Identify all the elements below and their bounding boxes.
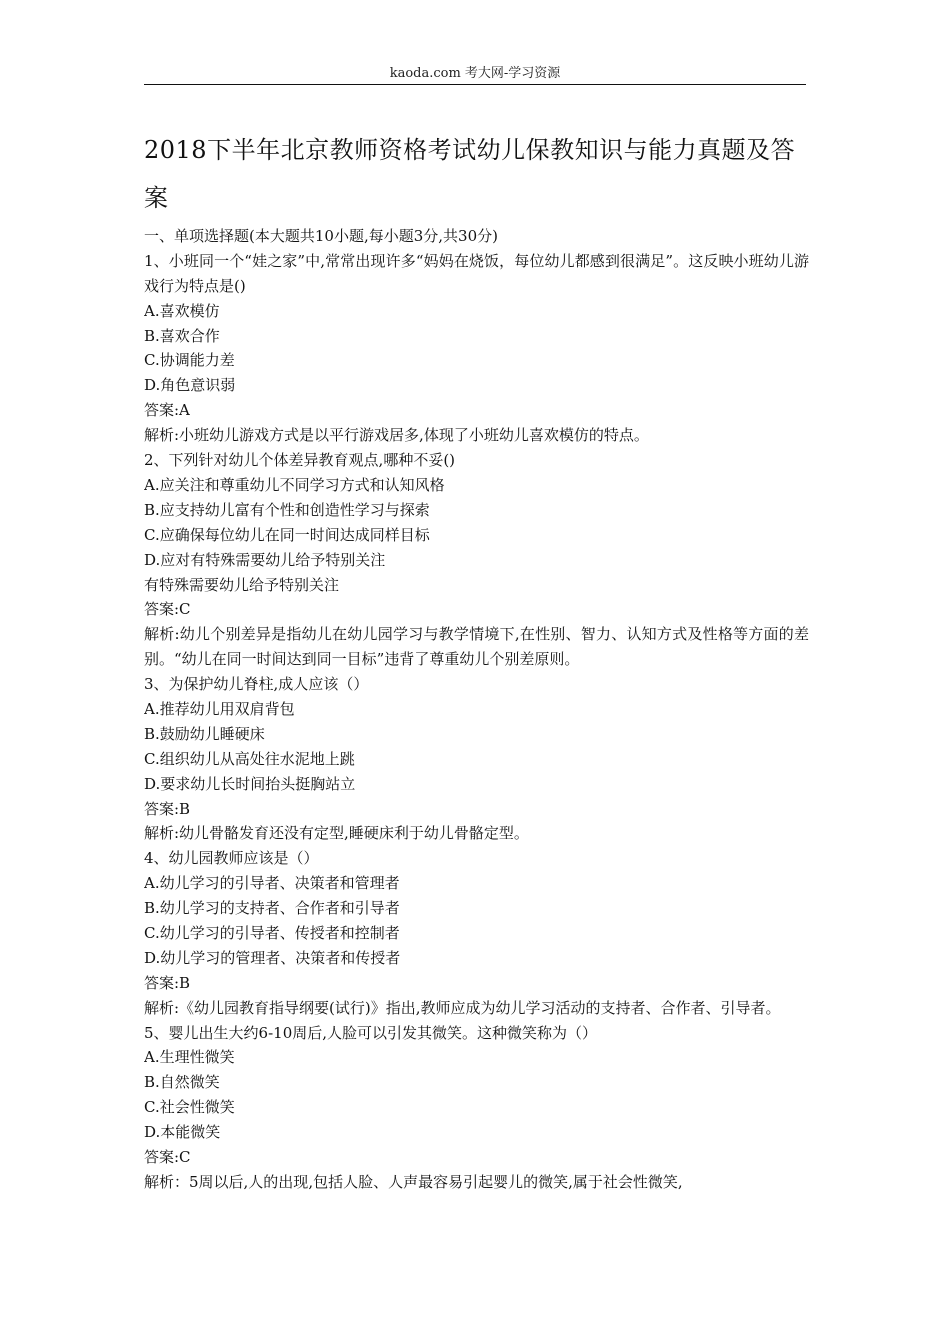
option-d: D.角色意识弱: [144, 376, 236, 395]
answer: 答案:C: [144, 1148, 191, 1167]
option-b: B.喜欢合作: [144, 326, 220, 345]
option-d: D.幼儿学习的管理者、决策者和传授者: [144, 948, 401, 967]
question-stem: 4、幼儿园教师应该是（）: [144, 849, 319, 868]
question-stem: 1、小班同一个“娃之家”中,常常出现许多“妈妈在烧饭，每位幼儿都感到很满足”。这反映小班幼儿游戏行为特点是(): [144, 251, 809, 295]
option-b: B.自然微笑: [144, 1073, 220, 1092]
page-header: kaoda.com 考大网-学习资源: [389, 66, 561, 81]
option-a: A.喜欢模仿: [144, 301, 220, 320]
question-stem: 3、为保护幼儿脊柱,成人应该（）: [144, 675, 369, 694]
answer: 答案:B: [144, 799, 191, 818]
extra-line: 有特殊需要幼儿给予特别关注: [144, 575, 340, 594]
option-d: D.应对有特殊需要幼儿给予特别关注: [144, 550, 386, 569]
option-c: C.应确保每位幼儿在同一时间达成同样目标: [144, 525, 430, 544]
answer: 答案:A: [144, 401, 190, 420]
section-heading: 一、单项选择题(本大题共10小题,每小题3分,共30分): [144, 227, 498, 245]
option-c: C.协调能力差: [144, 351, 235, 370]
question-stem: 2、下列针对幼儿个体差异教育观点,哪种不妥(): [144, 451, 456, 470]
option-a: A.推荐幼儿用双肩背包: [144, 700, 295, 718]
answer: 答案:B: [144, 973, 191, 992]
option-a: A.应关注和尊重幼儿不同学习方式和认知风格: [144, 475, 445, 494]
document-body: [144, 224, 809, 1195]
option-b: B.鼓励幼儿睡硬床: [144, 724, 265, 743]
question-stem: 5、婴儿出生大约6-10周后,人脸可以引发其微笑。这种微笑称为（）: [144, 1023, 598, 1042]
option-c: C.社会性微笑: [144, 1098, 235, 1117]
analysis: 解析:小班幼儿游戏方式是以平行游戏居多,体现了小班幼儿喜欢模仿的特点。: [144, 426, 649, 445]
analysis: 解析:《幼儿园教育指导纲要(试行)》指出,教师应成为幼儿学习活动的支持者、合作者、引导者。: [144, 998, 781, 1017]
answer: 答案:C: [144, 600, 191, 619]
analysis: 解析：5周以后,人的出现,包括人脸、人声最容易引起婴儿的微笑,属于社会性微笑,: [144, 1172, 683, 1191]
option-a: A.生理性微笑: [144, 1048, 235, 1067]
option-c: C.幼儿学习的引导者、传授者和控制者: [144, 924, 400, 943]
document-title: 2018下半年北京教师资格考试幼儿保教知识与能力真题及答案: [144, 136, 796, 212]
option-c: C.组织幼儿从高处往水泥地上跳: [144, 749, 355, 768]
analysis: 解析:幼儿个别差异是指幼儿在幼儿园学习与教学情境下,在性别、智力、认知方式及性格等方面的差别。“幼儿在同一时间达到同一目标”违背了尊重幼儿个别差原则。: [144, 625, 809, 669]
option-d: D.本能微笑: [144, 1123, 221, 1142]
analysis: 解析:幼儿骨骼发育还没有定型,睡硬床利于幼儿骨骼定型。: [144, 824, 529, 843]
option-d: D.要求幼儿长时间抬头挺胸站立: [144, 774, 356, 793]
option-b: B.应支持幼儿富有个性和创造性学习与探索: [144, 500, 430, 519]
option-a: A.幼儿学习的引导者、决策者和管理者: [144, 874, 400, 893]
header-divider: [144, 84, 806, 85]
option-b: B.幼儿学习的支持者、合作者和引导者: [144, 899, 400, 918]
